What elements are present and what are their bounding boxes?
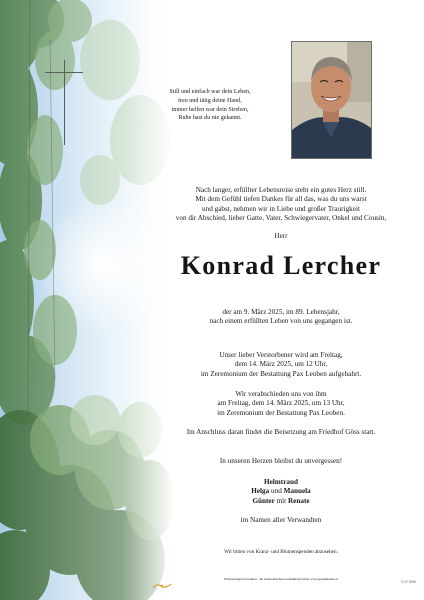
donation-note-text: Wir bitten von Kranz- und Blumenspenden abzusehen. [224, 549, 338, 555]
remembrance-text: In unseren Herzen bleibst du unvergessen! [219, 457, 343, 465]
footer-note-text: Erinnerungen bewahren - im elektronischen Gedenkbuch unter www.gedenkseite.at [224, 577, 338, 581]
death-info-line: nach einem erfüllten Leben von uns gegangen ist. [209, 317, 353, 326]
honorific: Herr [274, 232, 288, 240]
farewell-info [150, 390, 412, 418]
mourner-conjunction: mit [276, 496, 287, 505]
lying-in-state-line: im Zeremonium der Bestattung Pax Leoben aufgebahrt. [200, 369, 362, 378]
relatives-text: im Namen aller Verwandten [240, 516, 322, 524]
poem-line: Ruhe hast du nie gekannt. [178, 115, 242, 122]
intro-line: Mit dem Gefühl tiefen Dankes für all das, was du uns warst [195, 195, 367, 204]
portrait-photo [292, 42, 371, 158]
remembrance-line [150, 457, 412, 466]
death-info [150, 308, 412, 327]
relatives-line [150, 516, 412, 525]
poem-line: Still und einfach war dein Leben, [169, 89, 251, 95]
mourner-line [150, 497, 412, 506]
mourner-name: Manuela [283, 487, 311, 496]
poem [135, 88, 285, 123]
mourner-name: Günter [252, 496, 275, 505]
poem-line: treu und tätig deine Hand, [178, 97, 242, 104]
print-code: G 47 9090 [401, 580, 416, 584]
mourner-name: Helmtraud [264, 478, 298, 486]
mourner-name: Helga [251, 487, 270, 496]
mourner-line [150, 487, 412, 496]
death-info-line: der am 9. März 2025, im 89. Lebensjahr, [222, 308, 340, 316]
farewell-line: am Freitag, dem 14. März 2025, um 13 Uhr, [217, 399, 345, 408]
intro-text [150, 186, 412, 224]
intro-line: und gabst, nehmen wir in Liebe und großer Traurigkeit [202, 204, 360, 213]
farewell-line: im Zeremonium der Bestattung Pax Leoben. [217, 408, 345, 417]
mourner-name: Renate [287, 496, 310, 505]
mourner-conjunction: und [271, 487, 282, 496]
burial-info [150, 428, 412, 437]
mourners-list [150, 478, 412, 506]
cross-icon [45, 60, 83, 145]
lying-in-state-info [150, 351, 412, 379]
intro-line: von dir Abschied, lieber Gatte, Vater, Schwiegervater, Onkel und Cousin, [175, 214, 387, 223]
footer-note [150, 577, 412, 582]
donation-note [150, 549, 412, 556]
lying-in-state-line: Unser lieber Verstorbener wird am Freitag, [219, 351, 343, 359]
burial-line: Im Anschluss daran findet die Beisetzung am Friedhof Göss statt. [186, 428, 376, 436]
farewell-line: Wir verabschieden uns von ihm [235, 390, 327, 398]
deceased-name: Konrad Lercher [180, 251, 382, 280]
lying-in-state-line: dem 14. März 2025, um 12 Uhr, [234, 360, 328, 369]
intro-line: Nach langer, erfüllter Lebensreise steht ein gutes Herz still. [195, 186, 367, 194]
poem-line: immer helfen war dein Streben, [171, 106, 249, 113]
